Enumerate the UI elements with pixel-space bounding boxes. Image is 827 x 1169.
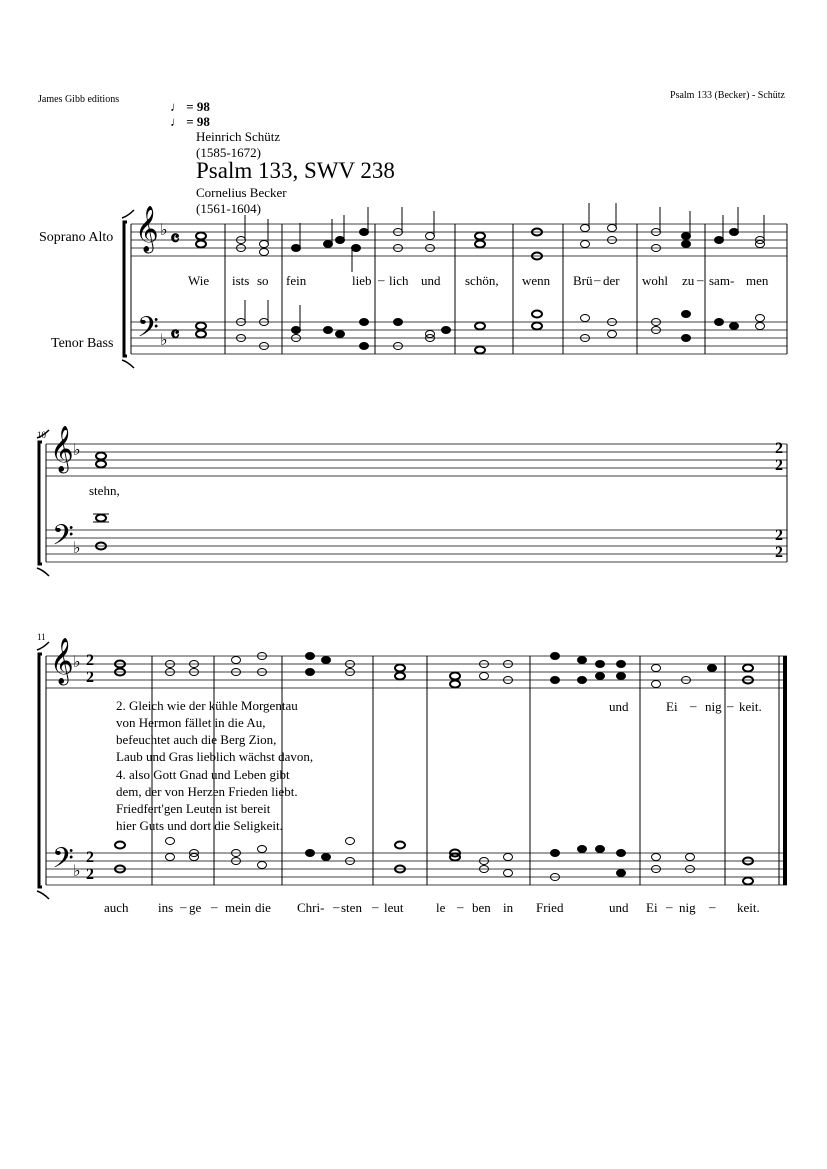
staff-system-2	[37, 426, 787, 576]
page-title: Psalm 133, SWV 238	[196, 158, 395, 183]
lyric-syllable: lich	[389, 273, 409, 288]
notes-system-2	[93, 453, 109, 550]
flat-icon: ♭	[160, 222, 168, 239]
flat-icon: ♭	[73, 442, 81, 459]
lyric-syllable: keit.	[739, 699, 762, 714]
tempo-marking: ♩ = 98	[170, 114, 210, 129]
instrument-name-upper: Soprano Alto	[39, 230, 114, 245]
lyric-syllable: die	[255, 900, 271, 915]
time-signature-top: 2	[86, 849, 94, 866]
lyric-syllable: schön,	[465, 273, 499, 288]
lyric-hyphen: –	[372, 899, 379, 914]
lyric-hyphen: –	[709, 899, 716, 914]
time-signature-common: 𝄴	[170, 322, 180, 347]
treble-clef-icon: 𝄞	[50, 426, 74, 471]
lyric-hyphen: –	[690, 698, 697, 713]
time-signature-top: 2	[86, 652, 94, 669]
lyric-syllable: zu	[682, 273, 695, 288]
lyric-syllable: in	[503, 900, 514, 915]
staff-upper	[131, 224, 787, 256]
stanza-line: Laub und Gras lieblich wächst davon,	[116, 749, 314, 764]
lyric-syllable: nig	[705, 699, 722, 714]
lyric-syllable: leut	[384, 900, 404, 915]
lyric-hyphen: –	[180, 899, 187, 914]
flat-icon: ♭	[73, 863, 81, 880]
lyric-syllable: Chri-	[297, 900, 325, 915]
lyric-syllable: keit.	[737, 900, 760, 915]
lyric-syllable: mein	[225, 900, 251, 915]
lyric-hyphen: –	[666, 899, 673, 914]
composer-name: Heinrich Schütz	[196, 129, 281, 144]
lyric-syllable: und	[609, 699, 629, 714]
poet-dates: (1561-1604)	[196, 201, 261, 216]
stanza-line: 2. Gleich wie der kühle Morgentau	[116, 698, 298, 713]
stanza-line: hier Guts und dort die Seligkeit.	[116, 818, 283, 833]
lyric-syllable: Ei	[646, 900, 658, 915]
lyric-syllable: ben	[472, 900, 491, 915]
lyric-syllable: ge	[189, 900, 202, 915]
lyric-syllable: auch	[104, 900, 129, 915]
lyric-syllable: sam-	[709, 273, 735, 288]
stanza-4	[116, 766, 298, 834]
lyric-hyphen: –	[378, 272, 385, 287]
lyric-hyphen: –	[697, 272, 704, 287]
lyric-hyphen: –	[211, 899, 218, 914]
lyric-syllable: sten	[341, 900, 362, 915]
stanza-line: Friedfert'gen Leuten ist bereit	[116, 801, 271, 816]
stanza-line: 4. also Gott Gnad und Leben gibt	[116, 767, 290, 782]
lyric-hyphen: –	[594, 272, 601, 287]
lyric-syllable: men	[746, 273, 769, 288]
time-signature-bottom: 2	[775, 544, 783, 561]
lyric-syllable: wohl	[642, 273, 668, 288]
flat-icon: ♭	[160, 332, 168, 349]
publisher-credit: James Gibb editions	[38, 94, 120, 105]
time-signature-bottom: 2	[775, 457, 783, 474]
measure-number: 11	[37, 632, 46, 642]
lyric-syllable: Wie	[188, 273, 210, 288]
flat-icon: ♭	[73, 540, 81, 557]
bass-clef-icon: 𝄢	[137, 313, 159, 350]
time-signature-common: 𝄴	[170, 226, 180, 251]
lyric-syllable: lieb	[352, 273, 372, 288]
lyric-syllable: wenn	[522, 273, 551, 288]
lyric-syllable: ists	[232, 273, 250, 288]
time-signature-top: 2	[775, 440, 783, 457]
time-signature-bottom: 2	[86, 669, 94, 686]
instrument-name-lower: Tenor Bass	[51, 336, 114, 351]
stanza-line: dem, der von Herzen Frieden liebt.	[116, 784, 298, 799]
treble-clef-icon: 𝄞	[50, 638, 74, 683]
running-title: Psalm 133 (Becker) - Schütz	[670, 90, 785, 101]
treble-clef-icon: 𝄞	[135, 206, 159, 251]
tempo-marking: ♩ = 98	[170, 99, 210, 114]
bass-clef-icon: 𝄢	[52, 521, 74, 558]
lyric-syllable: Ei	[666, 699, 678, 714]
bass-clef-icon: 𝄢	[52, 844, 74, 881]
composer-dates: (1585-1672)	[196, 145, 261, 160]
time-signature-top: 2	[775, 527, 783, 544]
lyric-syllable: ins	[158, 900, 174, 915]
lyric-hyphen: –	[727, 698, 734, 713]
lyric-hyphen: –	[457, 899, 464, 914]
measure-number: 10	[37, 430, 46, 440]
lyric-syllable: le	[436, 900, 446, 915]
stanza-2	[116, 697, 313, 765]
lyric-syllable: der	[603, 273, 620, 288]
lyric-syllable: stehn,	[89, 483, 120, 498]
lyric-syllable: fein	[286, 273, 307, 288]
lyric-syllable: Brü	[573, 273, 593, 288]
poet-name: Cornelius Becker	[196, 185, 287, 200]
stanza-line: von Hermon fället in die Au,	[116, 715, 266, 730]
flat-icon: ♭	[73, 654, 81, 671]
lyric-syllable: so	[257, 273, 269, 288]
time-signature-bottom: 2	[86, 866, 94, 883]
stanza-line: befeuchtet auch die Berg Zion,	[116, 732, 277, 747]
lyric-hyphen: –	[333, 899, 340, 914]
lyric-syllable: und	[421, 273, 441, 288]
lyric-syllable: und	[609, 900, 629, 915]
lyric-syllable: Fried	[536, 900, 564, 915]
lyric-syllable: nig	[679, 900, 696, 915]
